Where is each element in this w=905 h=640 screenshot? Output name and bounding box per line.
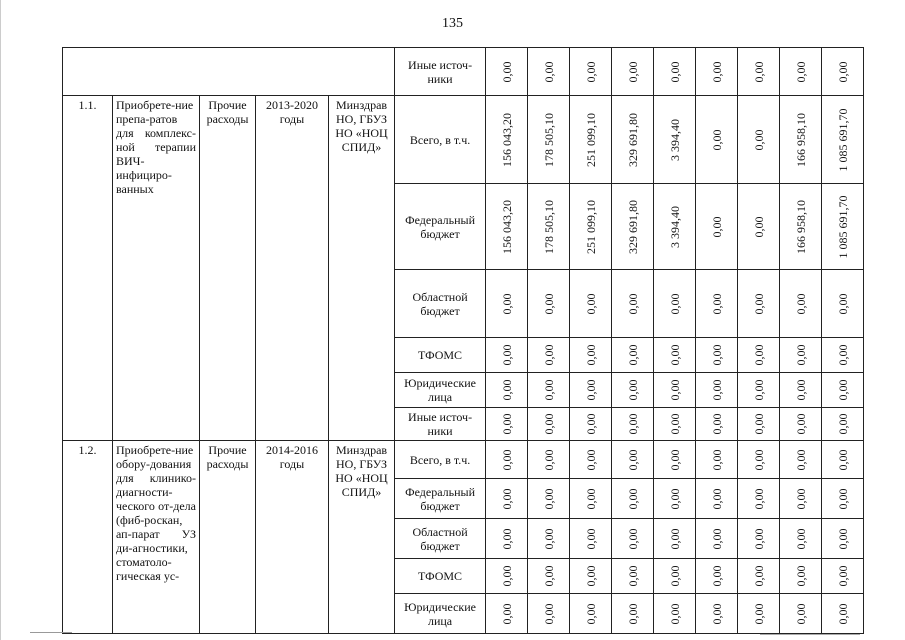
amount-value: 0,00 [625, 293, 640, 314]
amount-cell [486, 594, 528, 634]
amount-cell [780, 184, 822, 270]
amount-value: 0,00 [751, 344, 766, 366]
amount-cell [738, 559, 780, 594]
amount-cell [528, 96, 570, 184]
amount-cell [570, 373, 612, 408]
table-row [63, 96, 864, 184]
item-name: Приобрете-ние препа-ратов для комплекс-ной терапии ВИЧ-инфициро-ванных [113, 96, 200, 441]
amount-value: 0,00 [835, 449, 850, 470]
amount-cell [528, 559, 570, 594]
amount-value: 0,00 [667, 61, 682, 82]
amount-cell [570, 479, 612, 519]
amount-cell [780, 559, 822, 594]
amount-cell [654, 594, 696, 634]
amount-cell [528, 441, 570, 479]
amount-cell [696, 338, 738, 373]
amount-cell [570, 184, 612, 270]
amount-value: 0,00 [499, 293, 514, 314]
amount-cell [822, 479, 864, 519]
amount-value: 0,00 [625, 61, 640, 82]
amount-value: 0,00 [751, 293, 766, 314]
funding-source: Юридические лица [395, 594, 486, 634]
amount-cell [486, 270, 528, 338]
amount-value: 0,00 [499, 603, 514, 624]
funding-source: Всего, в т.ч. [395, 441, 486, 479]
amount-cell [696, 519, 738, 559]
amount-cell [696, 373, 738, 408]
expense-type: Прочие расходы [200, 96, 256, 441]
amount-value: 0,00 [541, 344, 556, 366]
amount-cell [696, 408, 738, 441]
amount-value: 3 394,40 [667, 118, 682, 161]
amount-cell [528, 408, 570, 441]
amount-value: 0,00 [625, 603, 640, 624]
funding-source: Иные источ-ники [395, 408, 486, 441]
amount-cell [822, 441, 864, 479]
amount-value: 251 099,10 [583, 199, 598, 254]
amount-cell [654, 48, 696, 96]
amount-cell [654, 338, 696, 373]
amount-value: 0,00 [625, 488, 640, 509]
amount-value: 0,00 [583, 293, 598, 314]
amount-cell [528, 479, 570, 519]
amount-cell [696, 441, 738, 479]
amount-value: 0,00 [583, 528, 598, 549]
amount-value: 0,00 [499, 413, 514, 435]
funding-source: Федеральный бюджет [395, 184, 486, 270]
amount-value: 0,00 [541, 528, 556, 549]
amount-cell [780, 408, 822, 441]
amount-value: 0,00 [835, 488, 850, 509]
amount-cell [570, 519, 612, 559]
amount-value: 1 085 691,70 [835, 195, 850, 258]
amount-cell [528, 519, 570, 559]
amount-value: 0,00 [625, 379, 640, 401]
amount-cell [738, 373, 780, 408]
amount-value: 0,00 [793, 565, 808, 587]
amount-value: 0,00 [751, 129, 766, 150]
amount-cell [486, 441, 528, 479]
amount-cell [612, 519, 654, 559]
amount-cell [486, 559, 528, 594]
amount-value: 0,00 [709, 129, 724, 150]
amount-cell [612, 479, 654, 519]
amount-cell [570, 408, 612, 441]
amount-cell [822, 373, 864, 408]
amount-cell [822, 594, 864, 634]
amount-value: 0,00 [751, 449, 766, 470]
amount-cell [696, 270, 738, 338]
amount-value: 0,00 [499, 379, 514, 401]
amount-value: 0,00 [541, 293, 556, 314]
amount-cell [696, 184, 738, 270]
amount-value: 166 958,10 [793, 199, 808, 254]
amount-value: 0,00 [709, 61, 724, 82]
amount-value: 0,00 [667, 488, 682, 509]
amount-cell [822, 408, 864, 441]
amount-cell [822, 270, 864, 338]
executor: Минздрав НО, ГБУЗ НО «НОЦ СПИД» [329, 96, 395, 441]
amount-value: 0,00 [667, 528, 682, 549]
amount-cell [822, 559, 864, 594]
funding-source: Юридические лица [395, 373, 486, 408]
amount-cell [570, 338, 612, 373]
amount-value: 0,00 [709, 603, 724, 624]
amount-cell [570, 559, 612, 594]
amount-cell [612, 559, 654, 594]
amount-cell [780, 48, 822, 96]
amount-cell [822, 184, 864, 270]
amount-value: 0,00 [499, 565, 514, 587]
executor: Минздрав НО, ГБУЗ НО «НОЦ СПИД» [329, 441, 395, 634]
amount-cell [654, 373, 696, 408]
amount-value: 0,00 [709, 488, 724, 509]
amount-cell [738, 96, 780, 184]
amount-value: 3 394,40 [667, 205, 682, 248]
amount-value: 0,00 [751, 216, 766, 237]
amount-value: 0,00 [541, 61, 556, 82]
amount-cell [612, 338, 654, 373]
amount-value: 166 958,10 [793, 112, 808, 167]
amount-value: 0,00 [793, 379, 808, 401]
amount-value: 1 085 691,70 [835, 108, 850, 171]
blank-cell [63, 48, 395, 96]
amount-cell [570, 96, 612, 184]
amount-cell [612, 373, 654, 408]
expense-type: Прочие расходы [200, 441, 256, 634]
scan-mark [30, 632, 72, 633]
amount-cell [612, 96, 654, 184]
amount-value: 0,00 [667, 603, 682, 624]
amount-cell [696, 96, 738, 184]
amount-cell [528, 184, 570, 270]
amount-value: 0,00 [625, 565, 640, 587]
amount-value: 0,00 [541, 379, 556, 401]
amount-value: 0,00 [835, 344, 850, 366]
amount-value: 0,00 [709, 528, 724, 549]
page-number: 135 [442, 16, 463, 31]
amount-value: 0,00 [709, 344, 724, 366]
amount-value: 0,00 [667, 565, 682, 587]
amount-value: 329 691,80 [625, 112, 640, 167]
amount-value: 0,00 [835, 603, 850, 624]
amount-value: 0,00 [667, 449, 682, 470]
amount-cell [486, 479, 528, 519]
amount-value: 0,00 [835, 413, 850, 435]
amount-cell [738, 184, 780, 270]
amount-cell [696, 48, 738, 96]
amount-cell [570, 441, 612, 479]
amount-cell [738, 408, 780, 441]
funding-source: Иные источ-ники [395, 48, 486, 96]
amount-cell [780, 96, 822, 184]
amount-cell [738, 270, 780, 338]
amount-cell [822, 338, 864, 373]
amount-value: 0,00 [541, 603, 556, 624]
amount-value: 0,00 [541, 413, 556, 435]
funding-source: Федеральный бюджет [395, 479, 486, 519]
amount-cell [570, 48, 612, 96]
period: 2013-2020 годы [256, 96, 329, 441]
amount-cell [612, 184, 654, 270]
amount-cell [486, 373, 528, 408]
amount-value: 0,00 [793, 293, 808, 314]
amount-value: 0,00 [751, 603, 766, 624]
amount-value: 156 043,20 [499, 199, 514, 254]
amount-value: 0,00 [667, 293, 682, 314]
amount-value: 0,00 [751, 413, 766, 435]
amount-cell [528, 373, 570, 408]
funding-source: ТФОМС [395, 338, 486, 373]
amount-value: 0,00 [835, 61, 850, 82]
amount-value: 0,00 [499, 488, 514, 509]
amount-value: 0,00 [667, 344, 682, 366]
amount-value: 0,00 [541, 449, 556, 470]
amount-value: 0,00 [499, 61, 514, 82]
amount-cell [570, 270, 612, 338]
amount-value: 0,00 [793, 344, 808, 366]
item-name: Приобрете-ние обору-дования для клинико-диагности-ческого от-дела (фиб-роскан, ап-парат УЗ ди-агностики, стоматоло-гическая ус- [113, 441, 200, 634]
amount-value: 178 505,10 [541, 112, 556, 167]
amount-value: 329 691,80 [625, 199, 640, 254]
amount-value: 0,00 [583, 565, 598, 587]
table-row [63, 441, 864, 479]
amount-value: 0,00 [583, 61, 598, 82]
amount-value: 0,00 [667, 413, 682, 435]
amount-cell [528, 270, 570, 338]
amount-value: 0,00 [751, 528, 766, 549]
amount-cell [486, 408, 528, 441]
amount-cell [654, 184, 696, 270]
amount-cell [696, 559, 738, 594]
amount-cell [528, 48, 570, 96]
amount-cell [612, 48, 654, 96]
amount-value: 0,00 [583, 603, 598, 624]
amount-value: 0,00 [751, 379, 766, 401]
amount-value: 0,00 [625, 528, 640, 549]
amount-cell [486, 184, 528, 270]
amount-cell [738, 48, 780, 96]
amount-cell [738, 594, 780, 634]
amount-value: 0,00 [709, 379, 724, 401]
amount-value: 0,00 [793, 528, 808, 549]
amount-cell [738, 441, 780, 479]
amount-value: 0,00 [709, 293, 724, 314]
amount-cell [822, 96, 864, 184]
amount-cell [696, 594, 738, 634]
amount-cell [822, 48, 864, 96]
amount-cell [486, 338, 528, 373]
amount-cell [654, 519, 696, 559]
amount-cell [528, 338, 570, 373]
amount-value: 0,00 [709, 449, 724, 470]
funding-source: ТФОМС [395, 559, 486, 594]
amount-cell [654, 441, 696, 479]
amount-cell [654, 559, 696, 594]
amount-value: 0,00 [583, 379, 598, 401]
amount-value: 0,00 [625, 413, 640, 435]
funding-source: Областной бюджет [395, 519, 486, 559]
amount-value: 0,00 [583, 344, 598, 366]
amount-cell [738, 479, 780, 519]
amount-value: 0,00 [499, 528, 514, 549]
amount-cell [612, 408, 654, 441]
amount-value: 0,00 [541, 488, 556, 509]
amount-value: 0,00 [793, 413, 808, 435]
amount-value: 0,00 [583, 413, 598, 435]
amount-value: 156 043,20 [499, 112, 514, 167]
amount-value: 0,00 [835, 528, 850, 549]
amount-cell [486, 48, 528, 96]
amount-cell [528, 594, 570, 634]
amount-value: 0,00 [751, 61, 766, 82]
amount-value: 0,00 [835, 379, 850, 401]
amount-cell [612, 270, 654, 338]
period: 2014-2016 годы [256, 441, 329, 634]
budget-table [62, 47, 864, 634]
amount-value: 0,00 [541, 565, 556, 587]
amount-value: 0,00 [751, 565, 766, 587]
amount-cell [612, 594, 654, 634]
amount-cell [570, 594, 612, 634]
amount-cell [654, 408, 696, 441]
item-number: 1.2. [63, 441, 113, 634]
amount-cell [612, 441, 654, 479]
amount-value: 0,00 [667, 379, 682, 401]
amount-value: 0,00 [835, 293, 850, 314]
amount-cell [738, 338, 780, 373]
amount-value: 0,00 [499, 449, 514, 470]
amount-value: 0,00 [499, 344, 514, 366]
amount-value: 0,00 [583, 449, 598, 470]
scan-mark [760, 634, 860, 635]
table-row [63, 48, 864, 96]
amount-cell [654, 270, 696, 338]
funding-source: Областной бюджет [395, 270, 486, 338]
amount-value: 0,00 [793, 61, 808, 82]
amount-cell [780, 441, 822, 479]
amount-value: 0,00 [583, 488, 598, 509]
funding-source: Всего, в т.ч. [395, 96, 486, 184]
amount-value: 0,00 [625, 449, 640, 470]
amount-cell [780, 373, 822, 408]
amount-cell [486, 96, 528, 184]
page-edge [0, 0, 1, 640]
amount-value: 0,00 [835, 565, 850, 587]
amount-cell [654, 479, 696, 519]
amount-value: 0,00 [793, 449, 808, 470]
amount-value: 0,00 [709, 216, 724, 237]
amount-cell [822, 519, 864, 559]
amount-cell [780, 479, 822, 519]
amount-cell [738, 519, 780, 559]
amount-cell [780, 270, 822, 338]
amount-cell [654, 96, 696, 184]
amount-value: 0,00 [793, 603, 808, 624]
amount-cell [696, 479, 738, 519]
amount-value: 0,00 [793, 488, 808, 509]
item-number: 1.1. [63, 96, 113, 441]
amount-value: 0,00 [709, 565, 724, 587]
amount-value: 0,00 [751, 488, 766, 509]
amount-cell [780, 338, 822, 373]
amount-value: 0,00 [625, 344, 640, 366]
amount-cell [780, 594, 822, 634]
amount-cell [486, 519, 528, 559]
amount-cell [780, 519, 822, 559]
amount-value: 251 099,10 [583, 112, 598, 167]
amount-value: 178 505,10 [541, 199, 556, 254]
amount-value: 0,00 [709, 413, 724, 435]
